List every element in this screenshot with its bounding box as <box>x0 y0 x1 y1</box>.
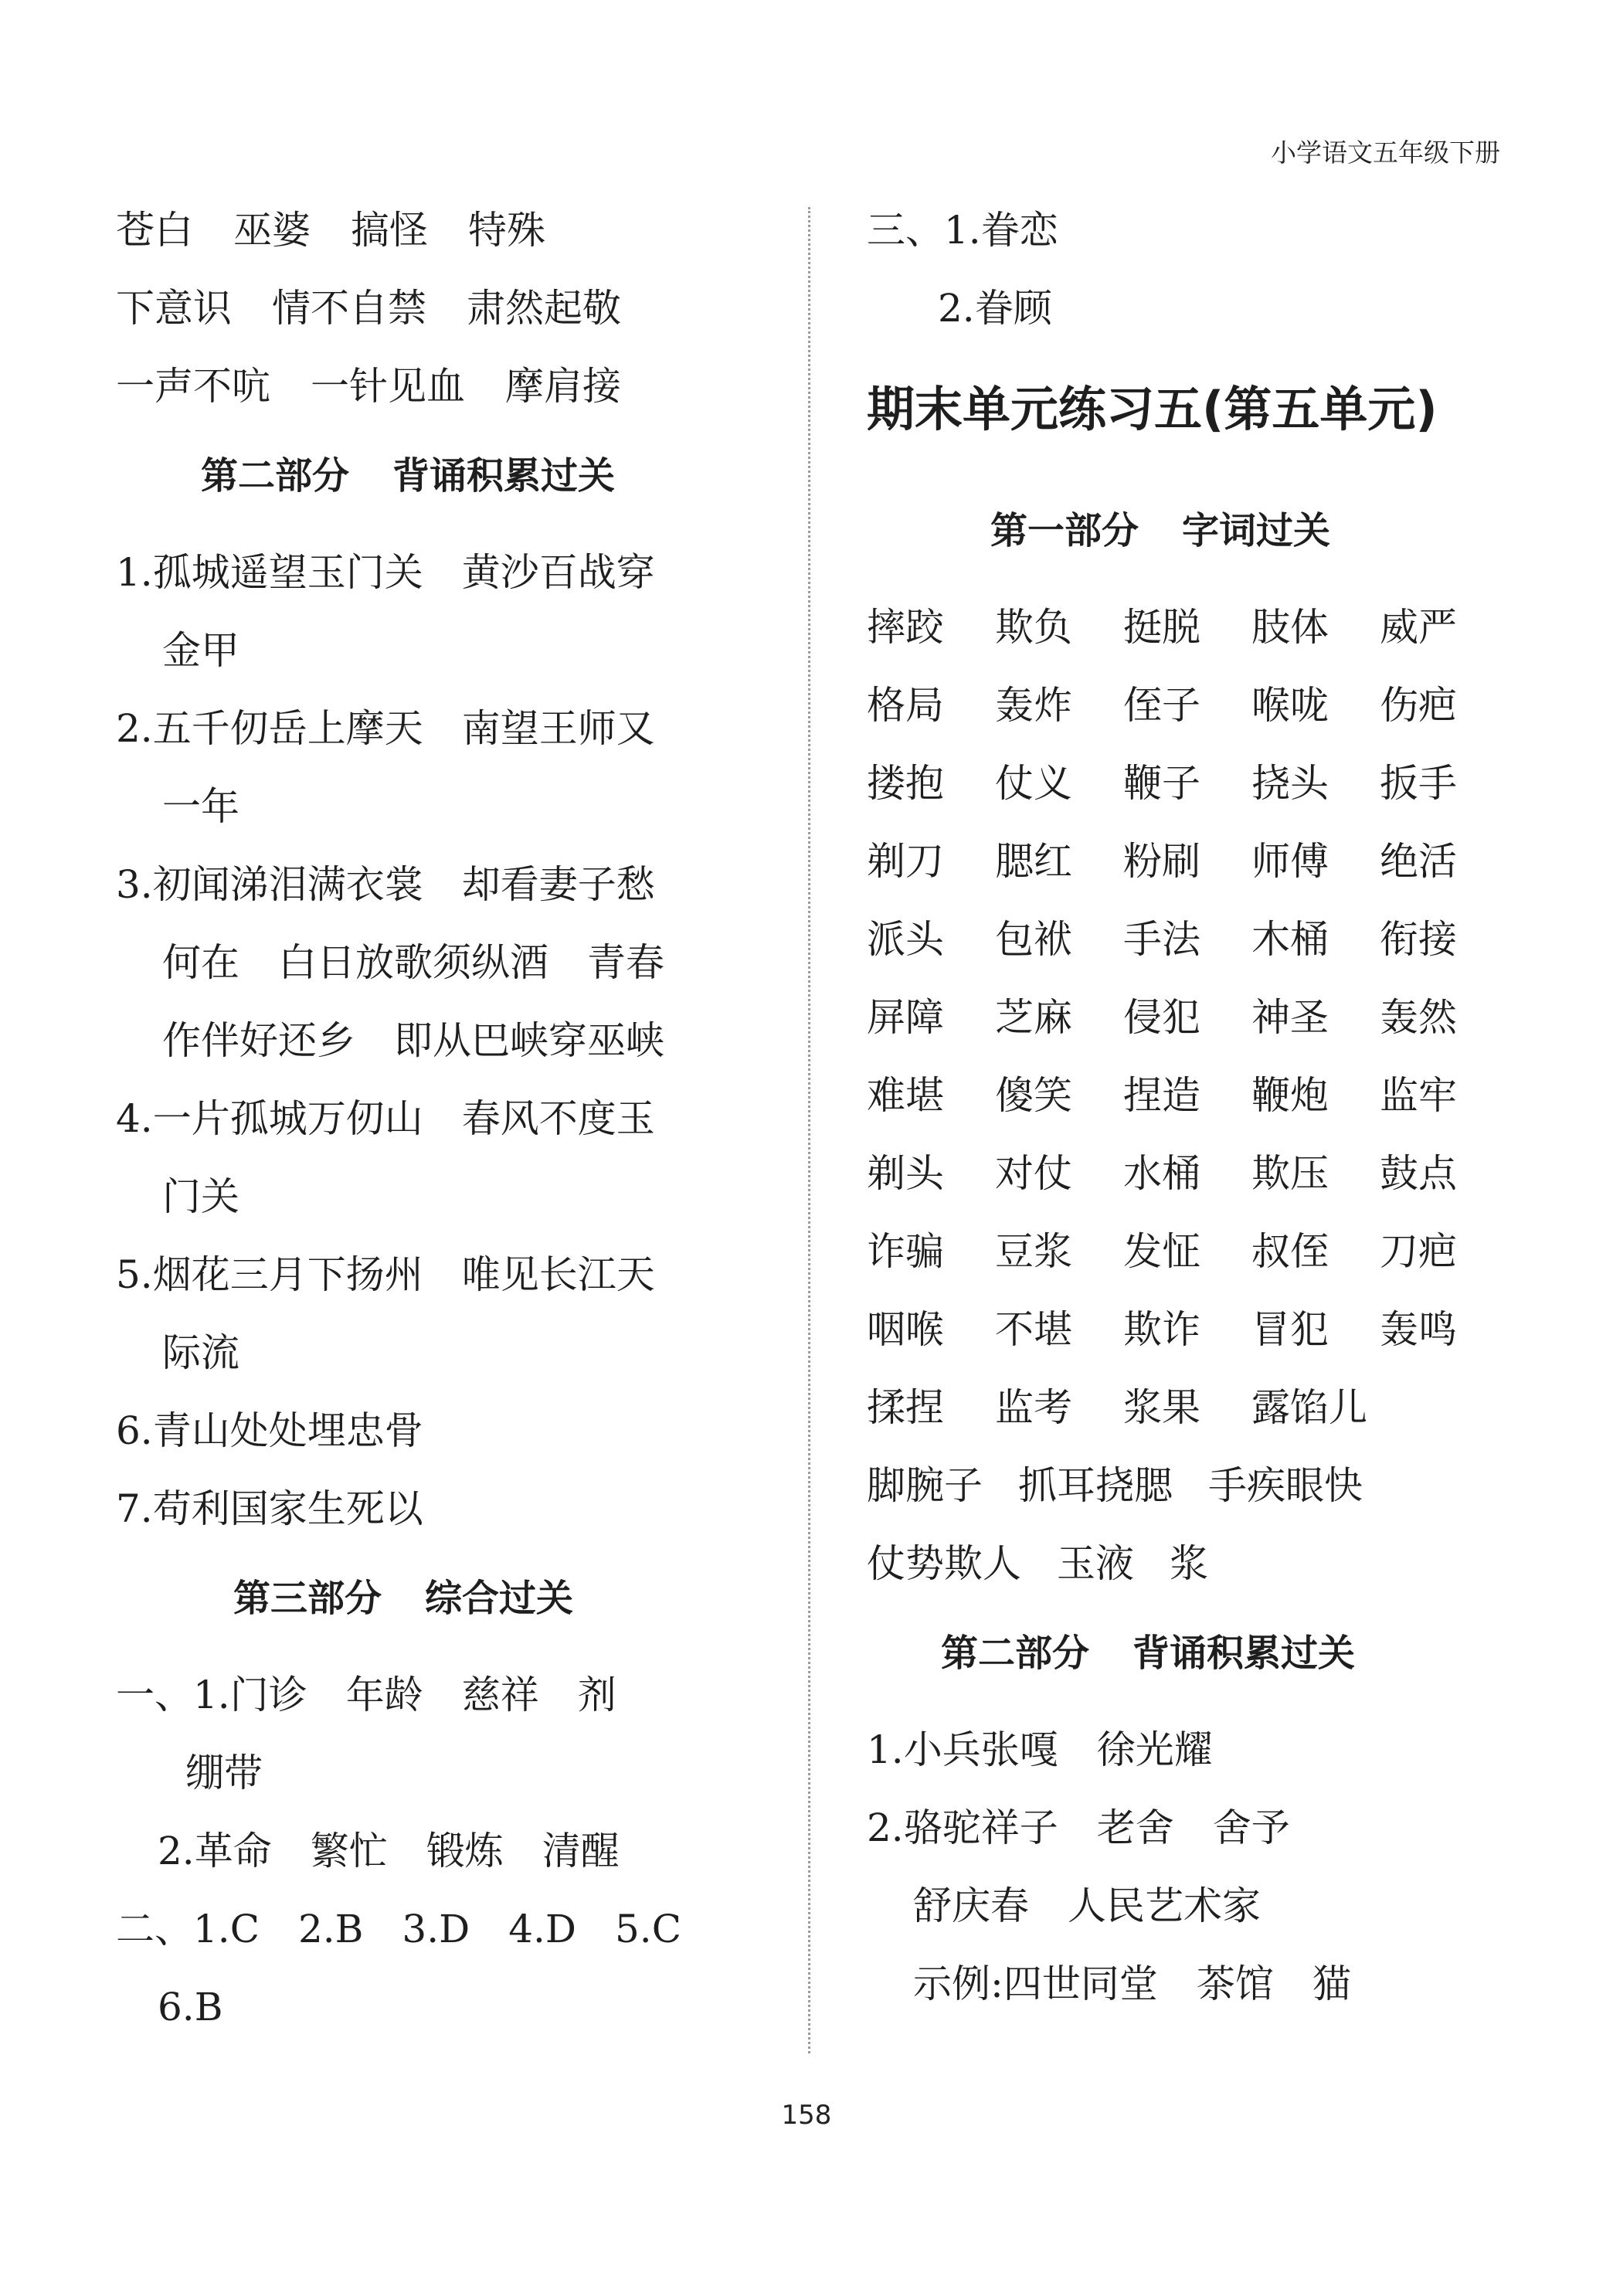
vocab-word: 绝活 <box>1380 839 1457 884</box>
answer-line: 一年 <box>162 784 239 829</box>
vocab-word: 苍白 <box>116 208 193 253</box>
vocab-word: 扳手 <box>1380 761 1457 806</box>
vocab-row <box>867 745 1523 823</box>
vocab-word: 轰炸 <box>995 683 1072 728</box>
answer-line: 绷带 <box>185 1751 263 1795</box>
vocab-row <box>116 270 780 348</box>
vocab-word: 木桶 <box>1251 917 1329 962</box>
vocab-word: 脚腕子 <box>867 1463 983 1508</box>
vocab-word: 难堪 <box>867 1073 944 1118</box>
right-column <box>867 192 1523 2023</box>
answer-line: 金甲 <box>162 628 239 673</box>
unit-title: 期末单元练习五(第五单元) <box>867 381 1438 437</box>
vocab-row <box>867 589 1523 667</box>
answer-line: 7.苟利国家生死以 <box>116 1486 423 1531</box>
vocab-word: 轰然 <box>1380 995 1457 1040</box>
vocab-word: 包袱 <box>995 917 1072 962</box>
vocab-word: 腮红 <box>995 839 1072 884</box>
section-name: 字词过关 <box>1182 509 1331 552</box>
vocab-word: 下意识 <box>116 286 232 331</box>
answer-line: 何在 白日放歌须纵酒 青春 <box>162 940 664 985</box>
vocab-word: 搂抱 <box>867 761 944 806</box>
vocab-word: 挺脱 <box>1123 605 1200 650</box>
vocab-word: 剃头 <box>867 1151 944 1196</box>
answer-line: 1.小兵张嘎 徐光耀 <box>867 1727 1213 1772</box>
vocab-word: 轰鸣 <box>1380 1307 1457 1352</box>
vocab-row <box>867 1135 1523 1213</box>
section-part: 第二部分 <box>941 1632 1090 1675</box>
column-divider <box>808 207 810 2053</box>
vocab-word: 摔跤 <box>867 605 944 650</box>
vocab-row <box>116 348 780 426</box>
vocab-word: 仗义 <box>995 761 1072 806</box>
vocab-word: 浆 <box>1170 1541 1208 1586</box>
section-name: 背诵积累过关 <box>1132 1632 1356 1675</box>
section-heading <box>867 481 1523 589</box>
vocab-row <box>867 1057 1523 1135</box>
answer-line: 门关 <box>162 1174 239 1219</box>
vocab-word: 派头 <box>867 917 944 962</box>
answer-line: 际流 <box>162 1330 239 1375</box>
vocab-row <box>867 1525 1523 1603</box>
section-heading <box>116 1548 780 1656</box>
vocab-row <box>867 979 1523 1057</box>
vocab-word: 叔侄 <box>1251 1229 1329 1274</box>
section-heading <box>867 1603 1523 1711</box>
answer-line: 6.B <box>158 1985 223 2029</box>
vocab-word: 手法 <box>1123 917 1200 962</box>
answer-line: 2.骆驼祥子 老舍 舍予 <box>867 1805 1290 1850</box>
vocab-word: 浆果 <box>1123 1385 1200 1430</box>
vocab-row <box>867 667 1523 745</box>
vocab-word: 手疾眼快 <box>1208 1463 1363 1508</box>
vocab-row <box>867 823 1523 901</box>
vocab-word: 喉咙 <box>1251 683 1329 728</box>
vocab-word: 情不自禁 <box>272 286 426 331</box>
vocab-row <box>867 1291 1523 1369</box>
vocab-word: 不堪 <box>995 1307 1072 1352</box>
vocab-grid <box>867 589 1523 1447</box>
vocab-word: 芝麻 <box>995 995 1072 1040</box>
answer-line: 一、1.门诊 年龄 慈祥 剂 <box>116 1673 616 1717</box>
vocab-word: 神圣 <box>1251 995 1329 1040</box>
answer-line: 2.五千仞岳上摩天 南望王师又 <box>116 706 655 751</box>
vocab-word: 威严 <box>1380 605 1457 650</box>
vocab-word: 肃然起敬 <box>467 286 621 331</box>
vocab-word: 师傅 <box>1251 839 1329 884</box>
section-part: 第三部分 <box>233 1577 382 1620</box>
vocab-word: 水桶 <box>1123 1151 1200 1196</box>
vocab-word: 肢体 <box>1251 605 1329 650</box>
vocab-word: 搞怪 <box>351 208 428 253</box>
vocab-row <box>116 192 780 270</box>
answer-line: 5.烟花三月下扬州 唯见长江天 <box>116 1252 655 1297</box>
vocab-word: 一针见血 <box>311 364 465 409</box>
answer-line: 三、1.眷恋 <box>867 208 1058 253</box>
vocab-word: 刀疤 <box>1380 1229 1457 1274</box>
answer-line: 二、1.C 2.B 3.D 4.D 5.C <box>116 1907 681 1951</box>
answer-line: 舒庆春 人民艺术家 <box>913 1883 1261 1928</box>
vocab-word: 粉刷 <box>1123 839 1200 884</box>
vocab-word: 屏障 <box>867 995 944 1040</box>
vocab-row <box>867 1369 1523 1447</box>
answer-line: 2.眷顾 <box>938 286 1052 331</box>
vocab-word: 剃刀 <box>867 839 944 884</box>
vocab-word: 仗势欺人 <box>867 1541 1021 1586</box>
section-part: 第二部分 <box>201 454 350 498</box>
vocab-word: 鞭炮 <box>1251 1073 1329 1118</box>
vocab-word: 巫婆 <box>233 208 311 253</box>
vocab-word: 侄子 <box>1123 683 1200 728</box>
answer-line: 6.青山处处埋忠骨 <box>116 1408 423 1453</box>
answer-line: 1.孤城遥望玉门关 黄沙百战穿 <box>116 550 655 595</box>
vocab-row <box>867 1447 1523 1525</box>
vocab-word: 抓耳挠腮 <box>1018 1463 1173 1508</box>
vocab-word: 咽喉 <box>867 1307 944 1352</box>
vocab-word: 豆浆 <box>995 1229 1072 1274</box>
section-heading <box>116 426 780 534</box>
answer-line: 3.初闻涕泪满衣裳 却看妻子愁 <box>116 862 655 907</box>
section-name: 综合过关 <box>425 1577 574 1620</box>
vocab-word: 挠头 <box>1251 761 1329 806</box>
vocab-word: 特殊 <box>468 208 545 253</box>
vocab-word: 欺压 <box>1251 1151 1329 1196</box>
answer-line: 作伴好还乡 即从巴峡穿巫峡 <box>162 1018 664 1063</box>
vocab-word: 诈骗 <box>867 1229 944 1274</box>
page-number: 158 <box>781 2100 832 2131</box>
vocab-word: 格局 <box>867 683 944 728</box>
vocab-word: 鞭子 <box>1123 761 1200 806</box>
vocab-word: 揉捏 <box>867 1385 944 1430</box>
vocab-word: 对仗 <box>995 1151 1072 1196</box>
vocab-word: 冒犯 <box>1251 1307 1329 1352</box>
vocab-row <box>867 1213 1523 1291</box>
vocab-word: 欺诈 <box>1123 1307 1200 1352</box>
book-header: 小学语文五年级下册 <box>1271 138 1500 168</box>
answer-line: 2.革命 繁忙 锻炼 清醒 <box>158 1829 620 1873</box>
section-part: 第一部分 <box>990 509 1139 552</box>
vocab-word: 发怔 <box>1123 1229 1200 1274</box>
vocab-word: 捏造 <box>1123 1073 1200 1118</box>
answer-line: 4.一片孤城万仞山 春风不度玉 <box>116 1096 655 1141</box>
section-name: 背诵积累过关 <box>392 454 616 498</box>
left-column <box>116 192 780 2046</box>
vocab-word: 伤疤 <box>1380 683 1457 728</box>
vocab-row <box>867 901 1523 979</box>
vocab-word: 欺负 <box>995 605 1072 650</box>
vocab-word: 鼓点 <box>1380 1151 1457 1196</box>
vocab-word: 一声不吭 <box>116 364 270 409</box>
vocab-word: 衔接 <box>1380 917 1457 962</box>
vocab-word: 侵犯 <box>1123 995 1200 1040</box>
vocab-word: 监牢 <box>1380 1073 1457 1118</box>
vocab-word: 玉液 <box>1057 1541 1134 1586</box>
vocab-word: 露馅儿 <box>1251 1385 1367 1430</box>
vocab-word: 傻笑 <box>995 1073 1072 1118</box>
answer-line: 示例:四世同堂 茶馆 猫 <box>913 1961 1351 2006</box>
vocab-word: 摩肩接 <box>505 364 621 409</box>
vocab-word: 监考 <box>995 1385 1072 1430</box>
